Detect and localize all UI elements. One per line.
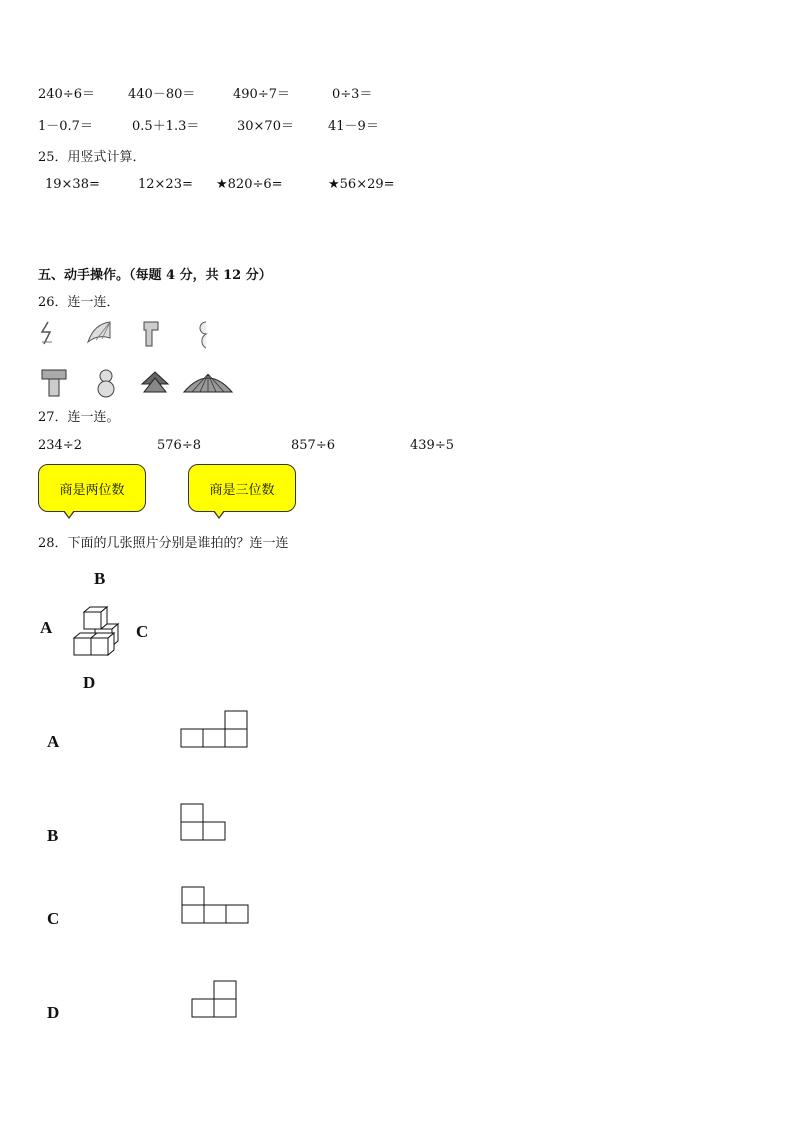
bubble-three-digit[interactable] (188, 464, 296, 512)
view-a-label: A (47, 732, 60, 751)
view-b-label: B (47, 826, 59, 845)
section5-title: 五、动手操作。（每题 4 分，共 12 分） (38, 268, 272, 283)
calc-1-4: 0÷3＝ (332, 87, 373, 102)
half-mushroom-figure[interactable] (142, 320, 162, 348)
q25-item-2: 12×23= (138, 177, 193, 192)
calc-1-3: 490÷7＝ (233, 87, 290, 102)
q27-expr-1[interactable]: 234÷2 (38, 438, 82, 453)
q27-expr-3[interactable]: 857÷6 (291, 438, 335, 453)
half-snowman-figure[interactable] (194, 320, 210, 350)
calc-1-2: 440－80＝ (128, 87, 196, 102)
position-c-label: C (136, 622, 149, 641)
view-c-grid[interactable] (181, 886, 251, 926)
q25-title: 25．用竖式计算． (38, 150, 146, 165)
full-mushroom-figure[interactable] (40, 368, 68, 398)
cube-arrangement-figure (71, 604, 121, 658)
q25-item-1: 19×38= (45, 177, 100, 192)
q25-item-4: ★56×29= (328, 177, 395, 192)
calc-2-3: 30×70＝ (237, 119, 294, 134)
position-b-label: B (94, 569, 106, 588)
half-lightning-figure[interactable] (38, 320, 60, 348)
q27-expr-4[interactable]: 439÷5 (410, 438, 454, 453)
view-c-label: C (47, 909, 60, 928)
position-d-label: D (83, 673, 96, 692)
view-a-grid[interactable] (180, 710, 250, 750)
view-d-grid[interactable] (191, 980, 239, 1020)
calc-2-1: 1－0.7＝ (38, 119, 93, 134)
bubble-three-digit-label: 商是三位数 (209, 482, 275, 498)
bubble-two-digit[interactable] (38, 464, 146, 512)
calc-2-2: 0.5＋1.3＝ (132, 119, 200, 134)
calc-2-4: 41－9＝ (328, 119, 379, 134)
q27-expr-2[interactable]: 576÷8 (157, 438, 201, 453)
q25-item-3: ★820÷6= (216, 177, 283, 192)
calc-1-1: 240÷6＝ (38, 87, 95, 102)
view-d-label: D (47, 1003, 60, 1022)
q26-title: 26．连一连． (38, 295, 120, 310)
view-b-grid[interactable] (180, 803, 228, 843)
full-umbrella-figure[interactable] (182, 370, 234, 396)
full-tree-figure[interactable] (140, 370, 170, 396)
q27-title: 27．连一连。 (38, 410, 120, 425)
full-snowman-figure[interactable] (94, 368, 118, 398)
bubble-two-digit-label: 商是两位数 (59, 482, 125, 498)
q28-title: 28．下面的几张照片分别是谁拍的？连一连 (38, 536, 289, 551)
half-umbrella-figure[interactable] (86, 320, 114, 346)
position-a-label: A (40, 618, 53, 637)
